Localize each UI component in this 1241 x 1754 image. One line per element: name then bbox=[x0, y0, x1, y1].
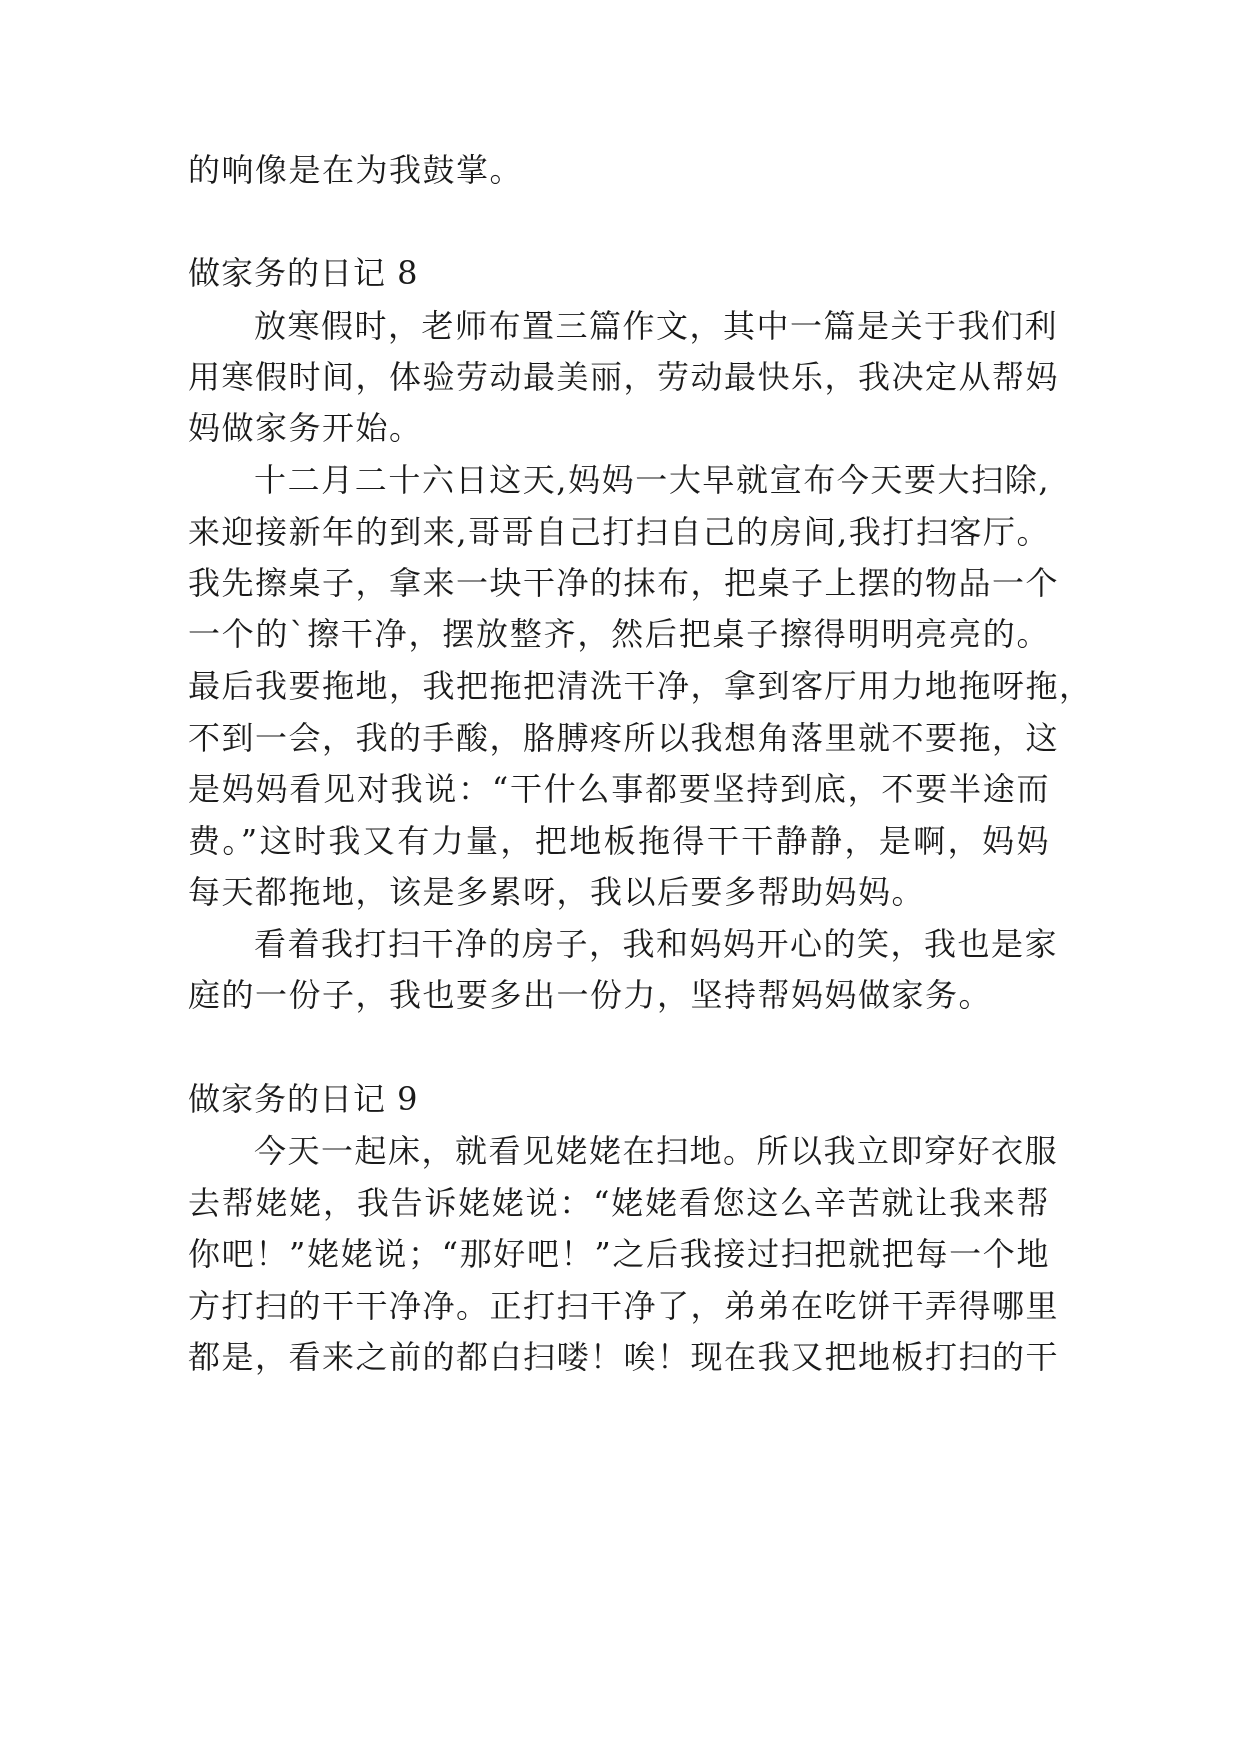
continuation-line: 的响像是在为我鼓掌。 bbox=[188, 151, 524, 189]
section-heading-diary-9: 做家务的日记 9 bbox=[188, 1080, 419, 1118]
paragraph-line: 都是，看来之前的都白扫喽！唉！现在我又把地板打扫的干 bbox=[188, 1338, 1060, 1376]
paragraph-line: 你吧！”姥姥说；“那好吧！”之后我接过扫把就把每一个地 bbox=[188, 1235, 1050, 1273]
paragraph-line: 我先擦桌子，拿来一块干净的抹布，把桌子上摆的物品一个 bbox=[188, 564, 1060, 602]
paragraph-line: 每天都拖地，该是多累呀，我以后要多帮助妈妈。 bbox=[188, 873, 926, 911]
paragraph-line: 今天一起床，就看见姥姥在扫地。所以我立即穿好衣服 bbox=[254, 1132, 1059, 1170]
paragraph-line: 看着我打扫干净的房子，我和妈妈开心的笑，我也是家 bbox=[254, 925, 1059, 963]
paragraph-line: 妈做家务开始。 bbox=[188, 409, 423, 447]
paragraph-line: 十二月二十六日这天,妈妈一大早就宣布今天要大扫除, bbox=[254, 461, 1050, 499]
paragraph-line: 费。”这时我又有力量，把地板拖得干干静静，是啊，妈妈 bbox=[188, 822, 1050, 860]
paragraph-line: 来迎接新年的到来,哥哥自己打扫自己的房间,我打扫客厅。 bbox=[188, 513, 1050, 551]
paragraph-line: 不到一会，我的手酸，胳膊疼所以我想角落里就不要拖，这 bbox=[188, 719, 1060, 757]
paragraph-line: 放寒假时，老师布置三篇作文，其中一篇是关于我们利 bbox=[254, 307, 1059, 345]
paragraph-line: 方打扫的干干净净。正打扫干净了，弟弟在吃饼干弄得哪里 bbox=[188, 1287, 1060, 1325]
paragraph-line: 一个的`擦干净，摆放整齐，然后把桌子擦得明明亮亮的。 bbox=[188, 615, 1050, 653]
paragraph-line: 去帮姥姥，我告诉姥姥说：“姥姥看您这么辛苦就让我来帮 bbox=[188, 1184, 1050, 1222]
paragraph-line: 是妈妈看见对我说：“干什么事都要坚持到底，不要半途而 bbox=[188, 770, 1050, 808]
paragraph-line: 最后我要拖地，我把拖把清洗干净，拿到客厅用力地拖呀拖， bbox=[188, 667, 1093, 705]
section-heading-diary-8: 做家务的日记 8 bbox=[188, 254, 419, 292]
paragraph-line: 用寒假时间，体验劳动最美丽，劳动最快乐，我决定从帮妈 bbox=[188, 358, 1060, 396]
paragraph-line: 庭的一份子，我也要多出一份力，坚持帮妈妈做家务。 bbox=[188, 976, 993, 1014]
